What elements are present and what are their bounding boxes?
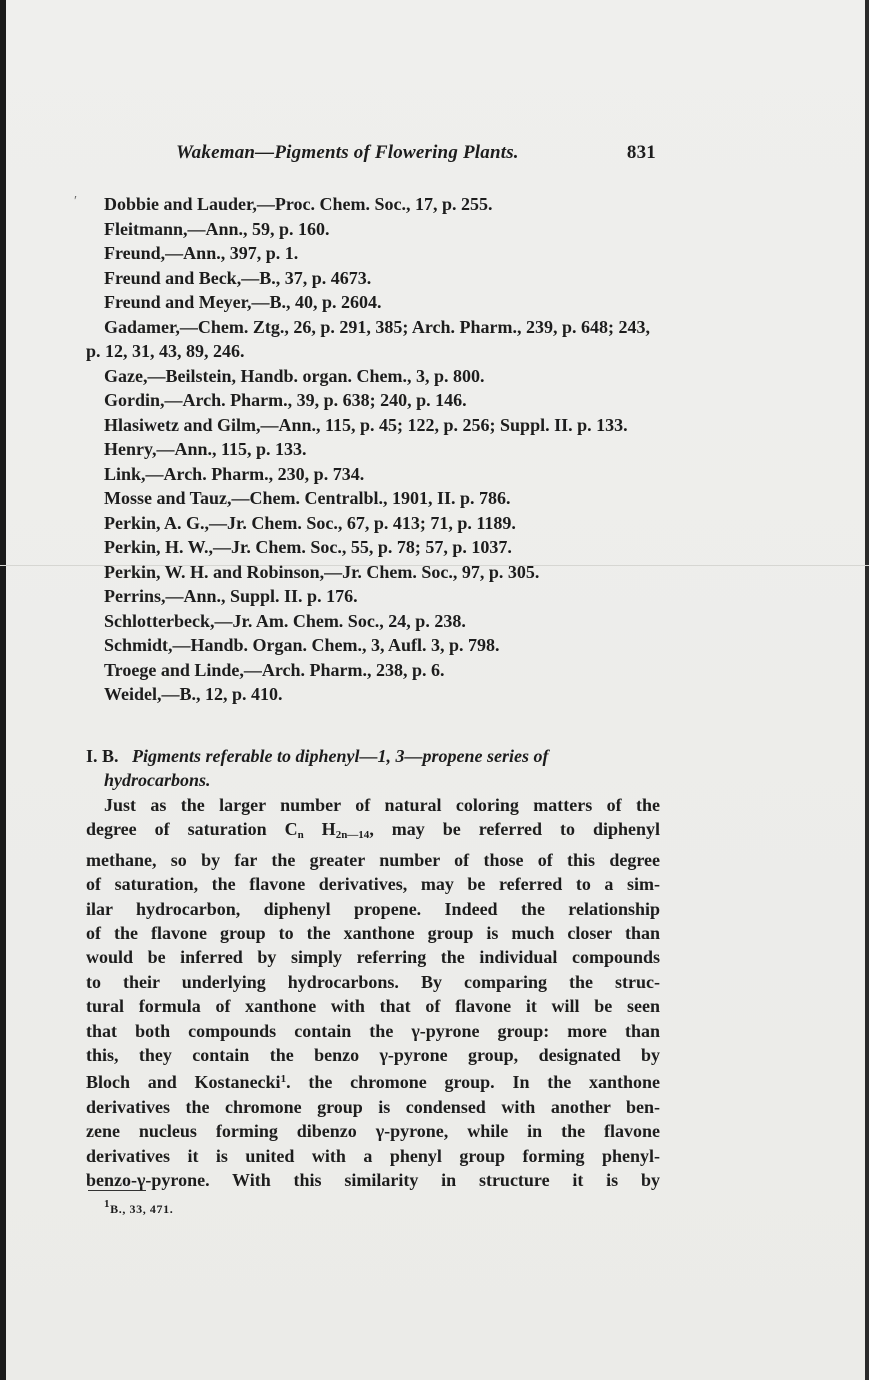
page-number: 831 (626, 142, 656, 163)
text-line: benzo-γ-pyrone. With this similarity in structure it is by (86, 1170, 660, 1191)
subscript: 2n—14 (335, 829, 370, 842)
reference-item: Perrins,—Ann., Suppl. II. p. 176. (104, 586, 358, 606)
running-title: Wakeman—Pigments of Flowering Plants. (176, 142, 519, 163)
reference-item: Freund,—Ann., 397, p. 1. (104, 243, 299, 263)
text-line: of saturation, the flavone derivatives, may be referred to a sim- (86, 874, 660, 895)
text-run: H (303, 819, 336, 840)
text-line: of the flavone group to the xanthone group is much closer than (86, 923, 660, 944)
reference-item: Schmidt,—Handb. Organ. Chem., 3, Aufl. 3, p. 798. (104, 635, 500, 655)
reference-item: Perkin, A. G.,—Jr. Chem. Soc., 67, p. 413; 71, p. 1189. (104, 512, 516, 533)
footnote-rule (88, 1190, 146, 1191)
reference-item: Gadamer,—Chem. Ztg., 26, p. 291, 385; Arch. Pharm., 239, p. 648; 243, p. 12, 31, 43, 89, 246. (86, 316, 650, 361)
section-number: I. B. (86, 746, 119, 766)
reference-item: Gordin,—Arch. Pharm., 39, p. 638; 240, p. 146. (104, 390, 467, 410)
reference-item: Link,—Arch. Pharm., 230, p. 734. (104, 463, 365, 484)
text-run: , may be referred to diphenyl (369, 819, 661, 840)
reference-item: Schlotterbeck,—Jr. Am. Chem. Soc., 24, p. 238. (104, 610, 466, 631)
text-line: zene nucleus forming dibenzo γ-pyrone, while in the flavone (86, 1121, 660, 1142)
text-run: Bloch and Kostanecki (86, 1072, 281, 1093)
footnote-marker: 1 (104, 1198, 111, 1210)
section-title-continued: hydrocarbons. (104, 770, 211, 790)
section-title: Pigments referable to diphenyl—1, 3—propene series of (132, 746, 549, 766)
scan-edge-right (865, 0, 869, 1380)
text-line: derivatives the chromone group is condensed with another ben- (86, 1096, 660, 1117)
footnote (104, 1198, 173, 1217)
reference-item: Troege and Linde,—Arch. Pharm., 238, p. 6. (104, 659, 445, 680)
reference-item: Henry,—Ann., 115, p. 133. (104, 439, 307, 459)
subscript: n (297, 829, 304, 842)
text-line: derivatives it is united with a phenyl group forming phenyl- (86, 1145, 660, 1166)
reference-item: Perkin, W. H. and Robinson,—Jr. Chem. Soc., 97, p. 305. (104, 561, 540, 582)
scan-edge-left (0, 0, 6, 1380)
text-line: to their underlying hydrocarbons. By comparing the struc- (86, 971, 660, 992)
text-line: tural formula of xanthone with that of flavone it will be seen (86, 996, 660, 1017)
reference-list (86, 192, 664, 707)
scan-speck: ′ (74, 194, 78, 209)
footnote-ref: 1 (280, 1073, 287, 1086)
reference-item: Mosse and Tauz,—Chem. Centralbl., 1901, II. p. 786. (104, 488, 511, 508)
text-line: this, they contain the benzo γ-pyrone group, designated by (86, 1045, 660, 1066)
text-line: would be inferred by simply referring the individual compounds (86, 947, 660, 968)
reference-item: Gaze,—Beilstein, Handb. organ. Chem., 3, p. 800. (104, 365, 485, 386)
reference-item: Freund and Meyer,—B., 40, p. 2604. (104, 292, 382, 312)
reference-item: Freund and Beck,—B., 37, p. 4673. (104, 267, 372, 288)
reference-item: Perkin, H. W.,—Jr. Chem. Soc., 55, p. 78; 57, p. 1037. (104, 537, 512, 557)
body-paragraph (86, 793, 660, 1193)
text-line: Just as the larger number of natural coloring matters of the (104, 795, 660, 815)
text-run: degree of saturation C (86, 819, 298, 840)
text-line (86, 817, 660, 847)
text-line (86, 1067, 660, 1094)
reference-item: Weidel,—B., 12, p. 410. (104, 684, 283, 704)
reference-item: Hlasiwetz and Gilm,—Ann., 115, p. 45; 122, p. 256; Suppl. II. p. 133. (104, 414, 628, 435)
section-heading (86, 744, 664, 792)
text-line: methane, so by far the greater number of those of this degree (86, 849, 660, 870)
text-line: ilar hydrocarbon, diphenyl propene. Indeed the relationship (86, 898, 660, 919)
footnote-text: B., 33, 471. (110, 1202, 174, 1216)
reference-item: Dobbie and Lauder,—Proc. Chem. Soc., 17, p. 255. (104, 194, 493, 214)
reference-item: Fleitmann,—Ann., 59, p. 160. (104, 218, 330, 239)
text-run: . the chromone group. In the xanthone (286, 1072, 660, 1093)
page-header (176, 142, 656, 170)
text-line: that both compounds contain the γ-pyrone group: more than (86, 1020, 660, 1041)
